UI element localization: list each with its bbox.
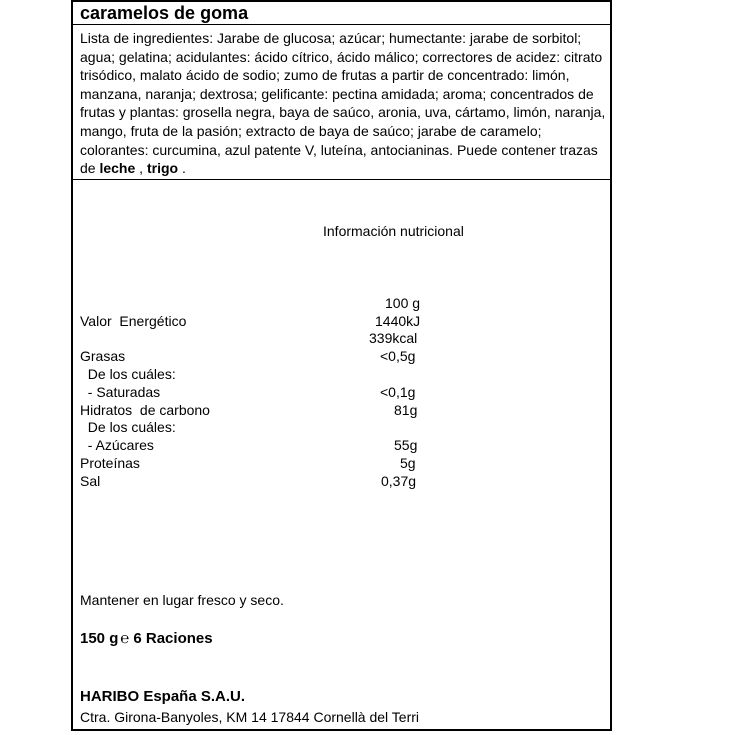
net-weight: 150 g xyxy=(80,630,119,647)
ingredients-list xyxy=(80,29,610,178)
storage-instructions: Mantener en lugar fresco y seco. xyxy=(80,592,284,608)
portions: 6 Raciones xyxy=(133,630,213,647)
nutrition-row-label: Hidratos de carbono xyxy=(80,402,210,418)
nutrition-per-100g: 100 g xyxy=(385,295,421,311)
company-name: HARIBO España S.A.U. xyxy=(80,688,246,705)
nutrition-row-label: - Azúcares xyxy=(80,437,154,453)
nutrition-row-value: 1440kJ xyxy=(375,313,421,329)
nutrition-row-label: De los cuáles: xyxy=(80,419,176,435)
nutrition-row-value: 81g xyxy=(394,402,418,418)
nutrition-row-label: Proteínas xyxy=(80,455,140,471)
nutrition-row-label: Valor Energético xyxy=(80,313,187,329)
company-address: Ctra. Girona-Banyoles, KM 14 17844 Cornellà del Terri xyxy=(80,709,420,725)
nutrition-row-value: 55g xyxy=(394,437,418,453)
allergen-separator: , xyxy=(135,160,147,177)
nutrition-row-value: 339kcal xyxy=(369,330,418,346)
nutrition-row-value: <0,5g xyxy=(380,348,416,364)
ingredients-end: . xyxy=(178,160,186,177)
product-title: caramelos de goma xyxy=(80,3,249,23)
allergen-milk: leche xyxy=(99,160,136,177)
nutrition-row-label: Sal xyxy=(80,473,101,489)
nutrition-row-value: 5g xyxy=(400,455,416,471)
nutrition-row-value: <0,1g xyxy=(380,384,416,400)
nutrition-row-value: 0,37g xyxy=(381,473,417,489)
ingredients-text: Lista de ingredientes: Jarabe de glucosa; azúcar; humectante: jarabe de sorbitol; agua; gelatina; acidulantes: ácido cítrico, ácido málico; correctores de acidez: citrato trisódico, malato ácido de sodio; zumo de frutas a partir de concentrado: limón, manzana, naranja; dextrosa; gelificante: pectina amidada; aroma; concentrados de frutas y plantas: grosella negra, baya de saúco, aronia, uva, cártamo, limón, naranja, mango, fruta de la pasión; extracto de baya de saúco; jarabe de caramelo; colorantes: curcumina, azul patente V, luteína, antocianinas. Puede contener trazas de xyxy=(80,30,606,177)
nutrition-row-label: Grasas xyxy=(80,348,126,364)
net-quantity xyxy=(80,630,213,647)
nutrition-row-label: De los cuáles: xyxy=(80,366,176,382)
allergen-wheat: trigo xyxy=(146,160,179,177)
estimated-sign-icon: ℮ xyxy=(120,630,130,647)
section-divider xyxy=(71,179,612,180)
nutrition-row-label: - Saturadas xyxy=(80,384,161,400)
nutrition-heading: Información nutricional xyxy=(323,223,464,239)
title-divider xyxy=(71,24,612,25)
